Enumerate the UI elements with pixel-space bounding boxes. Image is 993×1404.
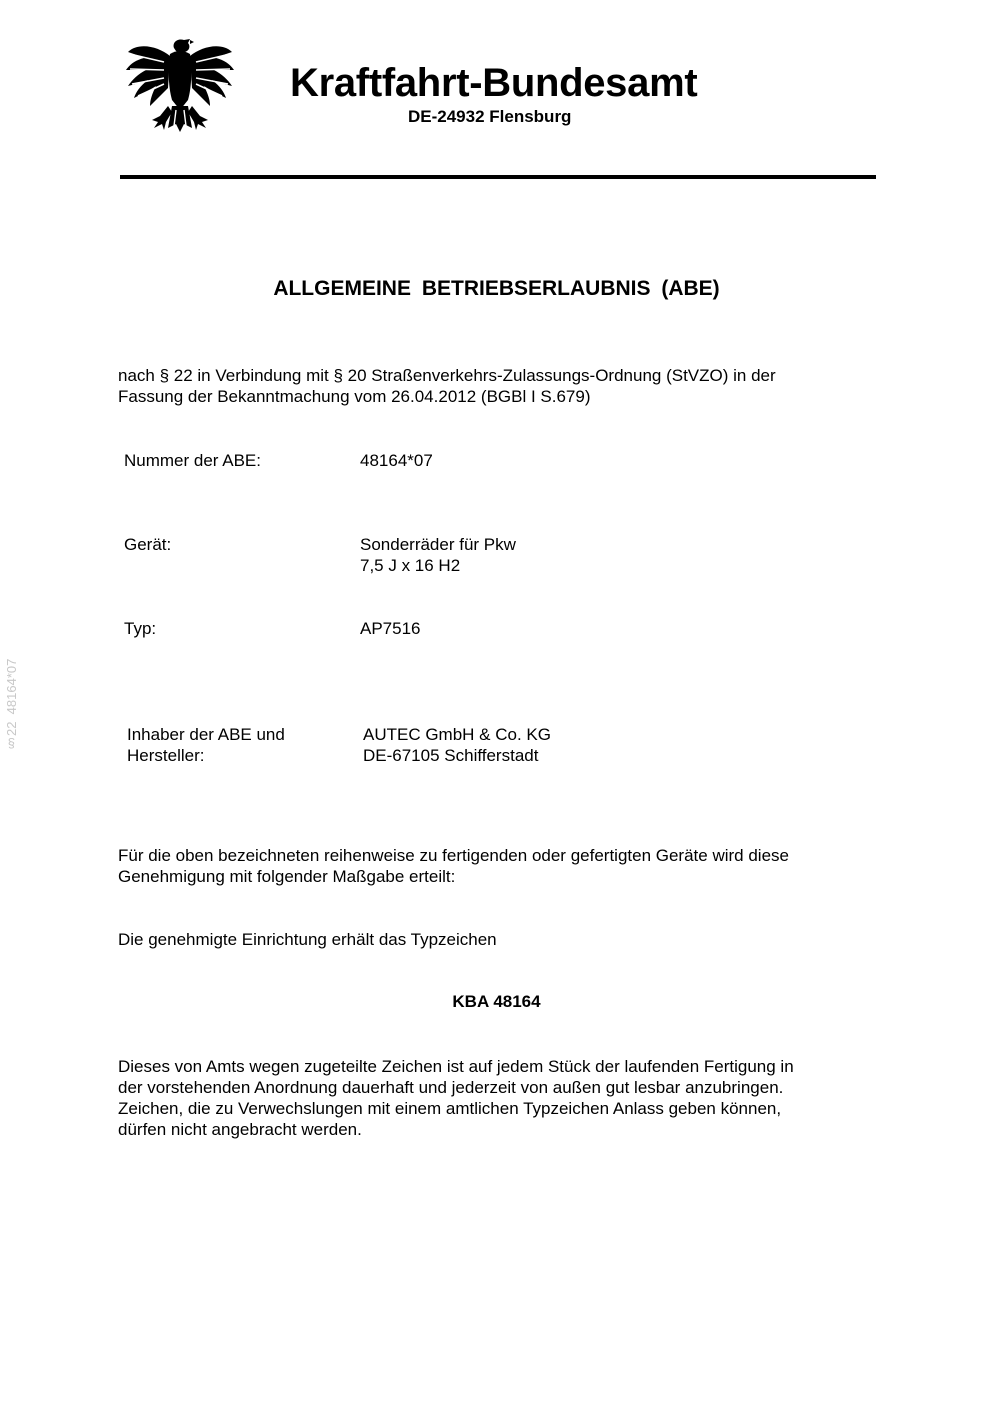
legal-basis-line: nach § 22 in Verbindung mit § 20 Straßenverkehrs-Zulassungs-Ordnung (StVZO) in der <box>118 366 776 385</box>
type-mark: KBA 48164 <box>452 992 541 1011</box>
abe-number-value: 48164*07 <box>360 451 433 470</box>
approval-line: Für die oben bezeichneten reihenweise zu fertigenden oder gefertigten Geräte wird diese <box>118 846 789 865</box>
legal-basis-text <box>118 365 878 407</box>
holder-company: AUTEC GmbH & Co. KG <box>363 725 551 744</box>
agency-name: Kraftfahrt-Bundesamt <box>290 61 698 105</box>
abe-number-label: Nummer der ABE: <box>124 451 261 470</box>
holder-value <box>363 724 551 766</box>
holder-label-line: Inhaber der ABE und <box>127 725 285 744</box>
rules-line: dürfen nicht angebracht werden. <box>118 1120 362 1139</box>
type-label: Typ: <box>124 619 157 638</box>
type-mark-intro: Die genehmigte Einrichtung erhält das Typzeichen <box>118 930 497 949</box>
device-value-line: Sonderräder für Pkw <box>360 535 516 554</box>
rules-line: Zeichen, die zu Verwechslungen mit einem amtlichen Typzeichen Anlass geben können, <box>118 1099 782 1118</box>
rules-line: Dieses von Amts wegen zugeteilte Zeichen ist auf jedem Stück der laufenden Fertigung in <box>118 1057 794 1076</box>
holder-label-line: Hersteller: <box>127 746 205 765</box>
device-value <box>360 534 516 576</box>
type-mark-rules <box>118 1056 878 1140</box>
document-title: ALLGEMEINE BETRIEBSERLAUBNIS (ABE) <box>273 277 720 300</box>
federal-eagle-icon <box>124 36 236 142</box>
side-margin-mark: §22 48164*07 <box>4 658 19 752</box>
agency-address: DE-24932 Flensburg <box>408 107 572 126</box>
device-value-line: 7,5 J x 16 H2 <box>360 556 461 575</box>
header-divider <box>120 175 876 179</box>
rules-line: der vorstehenden Anordnung dauerhaft und jederzeit von außen gut lesbar anzubringen. <box>118 1078 784 1097</box>
approval-text <box>118 845 878 887</box>
approval-line: Genehmigung mit folgender Maßgabe erteilt: <box>118 867 456 886</box>
holder-label <box>127 724 285 766</box>
type-value: AP7516 <box>360 619 421 638</box>
holder-address: DE-67105 Schifferstadt <box>363 746 539 765</box>
legal-basis-line: Fassung der Bekanntmachung vom 26.04.2012 (BGBl I S.679) <box>118 387 591 406</box>
device-label: Gerät: <box>124 535 172 554</box>
